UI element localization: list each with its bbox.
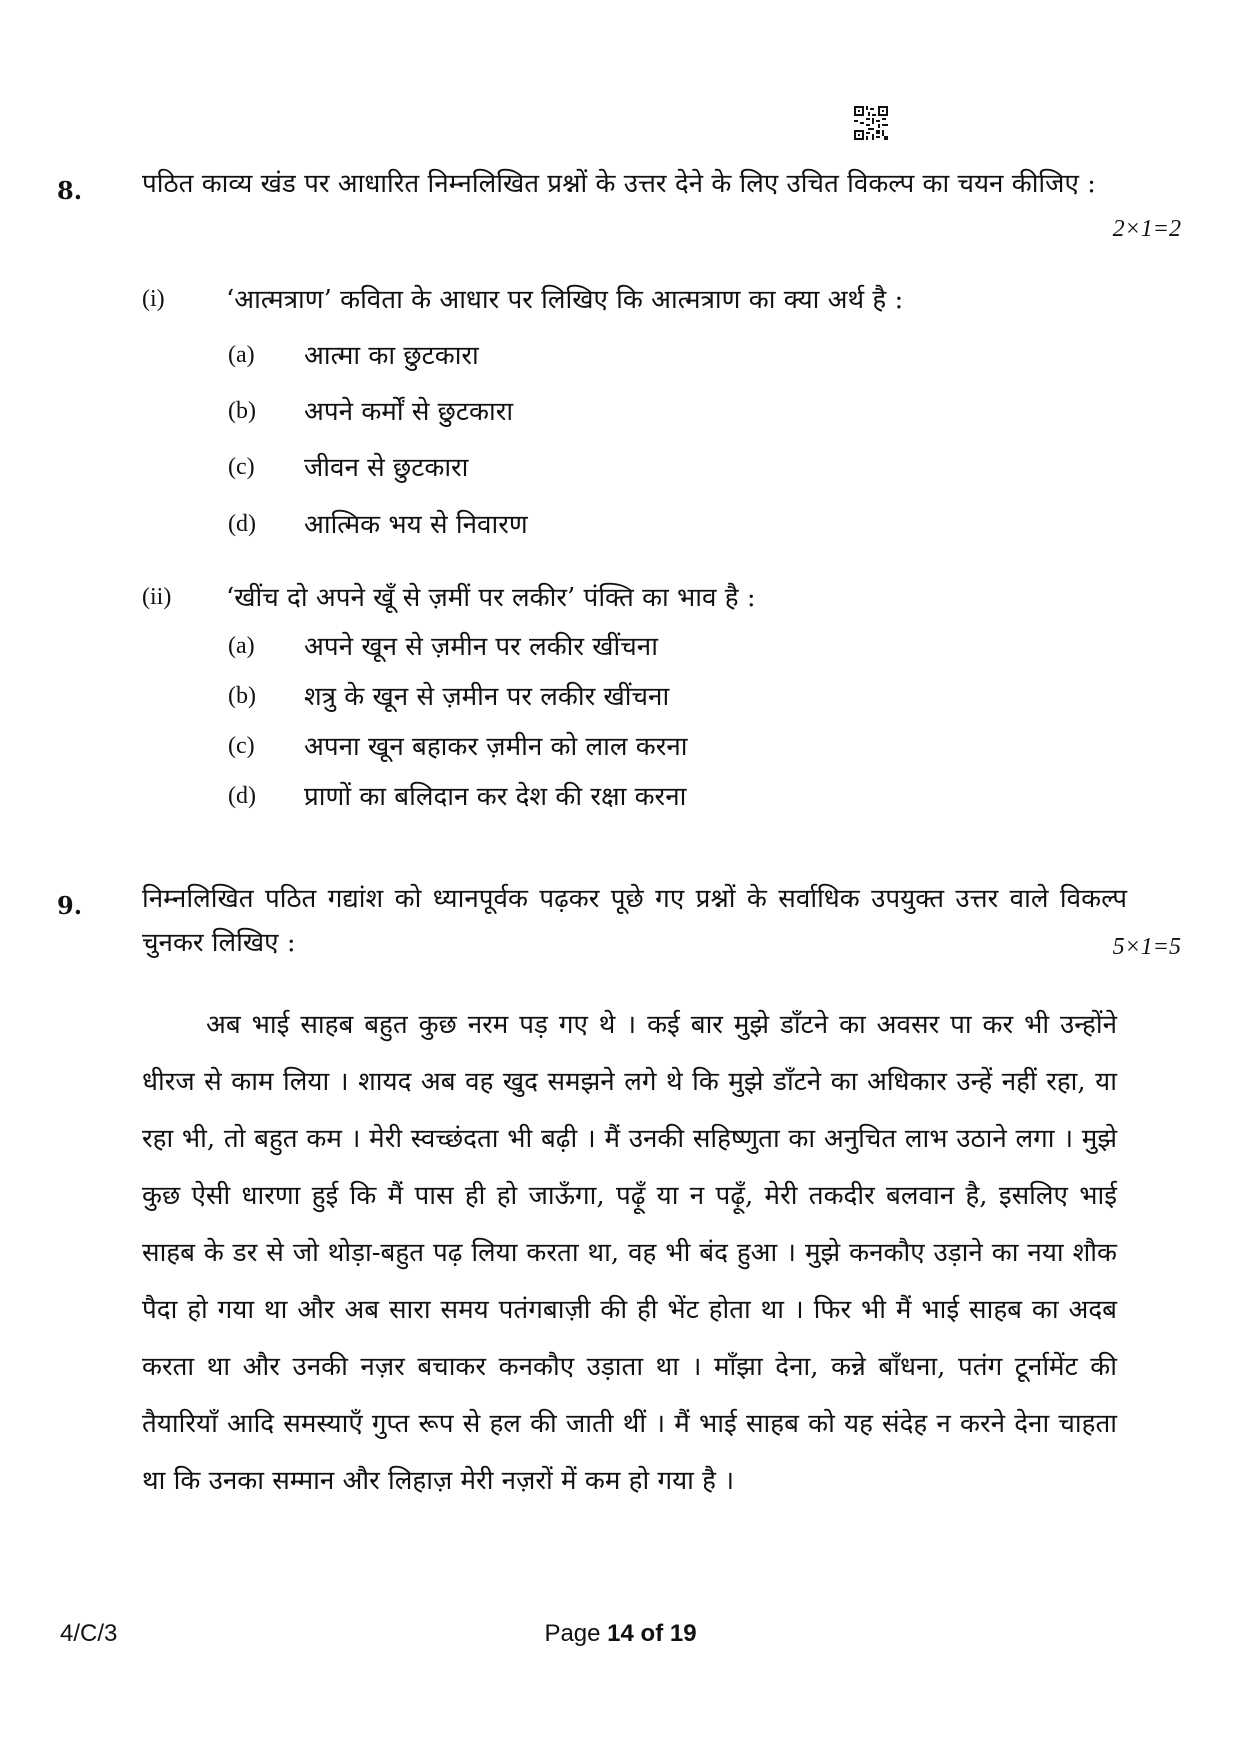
option-text: अपने खून से ज़मीन पर लकीर खींचना	[304, 632, 658, 662]
question-number: 8.	[57, 176, 83, 205]
sub-question-label: (i)	[142, 286, 165, 312]
option-label: (c)	[228, 733, 255, 759]
option-label: (b)	[228, 683, 256, 709]
marks-label: 2×1=2	[1112, 216, 1181, 242]
question-text: पठित काव्य खंड पर आधारित निम्नलिखित प्रश्नों के उत्तर देने के लिए उचित विकल्प का चयन कीजिए :	[142, 169, 1096, 199]
marks-label: 5×1=5	[1112, 934, 1181, 960]
option-text: आत्मिक भय से निवारण	[304, 510, 528, 540]
sub-question-label: (ii)	[142, 584, 172, 610]
passage	[142, 997, 1117, 1510]
option-text: जीवन से छुटकारा	[304, 453, 469, 483]
option-text: आत्मा का छुटकारा	[304, 341, 479, 371]
page-indicator	[0, 1620, 1241, 1648]
page-total: 19	[669, 1620, 697, 1647]
page-prefix: Page	[544, 1620, 608, 1647]
page-of: of	[633, 1620, 670, 1647]
option-text: अपने कर्मों से छुटकारा	[304, 397, 514, 427]
option-label: (d)	[228, 783, 256, 809]
sub-question-text: ‘खींच दो अपने खूँ से ज़मीं पर लकीर’ पंक्ति का भाव है :	[226, 583, 756, 613]
question-number: 9.	[57, 891, 83, 920]
option-label: (a)	[228, 342, 255, 368]
option-label: (a)	[228, 633, 255, 659]
qr-code-icon	[854, 106, 888, 140]
option-text: शत्रु के खून से ज़मीन पर लकीर खींचना	[304, 682, 670, 712]
passage-text: अब भाई साहब बहुत कुछ नरम पड़ गए थे । कई बार मुझे डाँटने का अवसर पा कर भी उन्होंने धीरज से काम लिया । शायद अब वह खुद समझने लगे थे कि मुझे डाँटने का अधिकार उन्हें नहीं रहा, या रहा भी, तो बहुत कम । मेरी स्वच्छंदता भी बढ़ी । मैं उनकी सहिष्णुता का अनुचित लाभ उठाने लगा । मुझे कुछ ऐसी धारणा हुई कि मैं पास ही हो जाऊँगा, पढ़ूँ या न पढ़ूँ, मेरी तकदीर बलवान है, इसलिए भाई साहब के डर से जो थोड़ा-बहुत पढ़ लिया करता था, वह भी बंद हुआ । मुझे कनकौए उड़ाने का नया शौक पैदा हो गया था और अब सारा समय पतंगबाज़ी की ही भेंट होता था । फिर भी मैं भाई साहब का अदब करता था और उनकी नज़र बचाकर कनकौए उड़ाता था । माँझा देना, कन्ने बाँधना, पतंग टूर्नामेंट की तैयारियाँ आदि समस्याएँ गुप्त रूप से हल की जाती थीं । मैं भाई साहब को यह संदेह न करने देना चाहता था कि उनका सम्मान और लिहाज़ मेरी नज़रों में कम हो गया है ।	[142, 1010, 1117, 1496]
option-label: (d)	[228, 511, 256, 537]
option-text: अपना खून बहाकर ज़मीन को लाल करना	[304, 732, 688, 762]
question-text: निम्नलिखित पठित गद्यांश को ध्यानपूर्वक पढ़कर पूछे गए प्रश्नों के सर्वाधिक उपयुक्त उत्तर वाले विकल्प चुनकर लिखिए :	[142, 884, 1127, 958]
option-label: (b)	[228, 398, 256, 424]
option-text: प्राणों का बलिदान कर देश की रक्षा करना	[304, 782, 687, 812]
option-label: (c)	[228, 454, 255, 480]
page-current: 14	[607, 1620, 634, 1647]
sub-question-text: ‘आत्मत्राण’ कविता के आधार पर लिखिए कि आत्मत्राण का क्या अर्थ है :	[226, 285, 904, 315]
paper-code: 4/C/3	[60, 1620, 118, 1647]
